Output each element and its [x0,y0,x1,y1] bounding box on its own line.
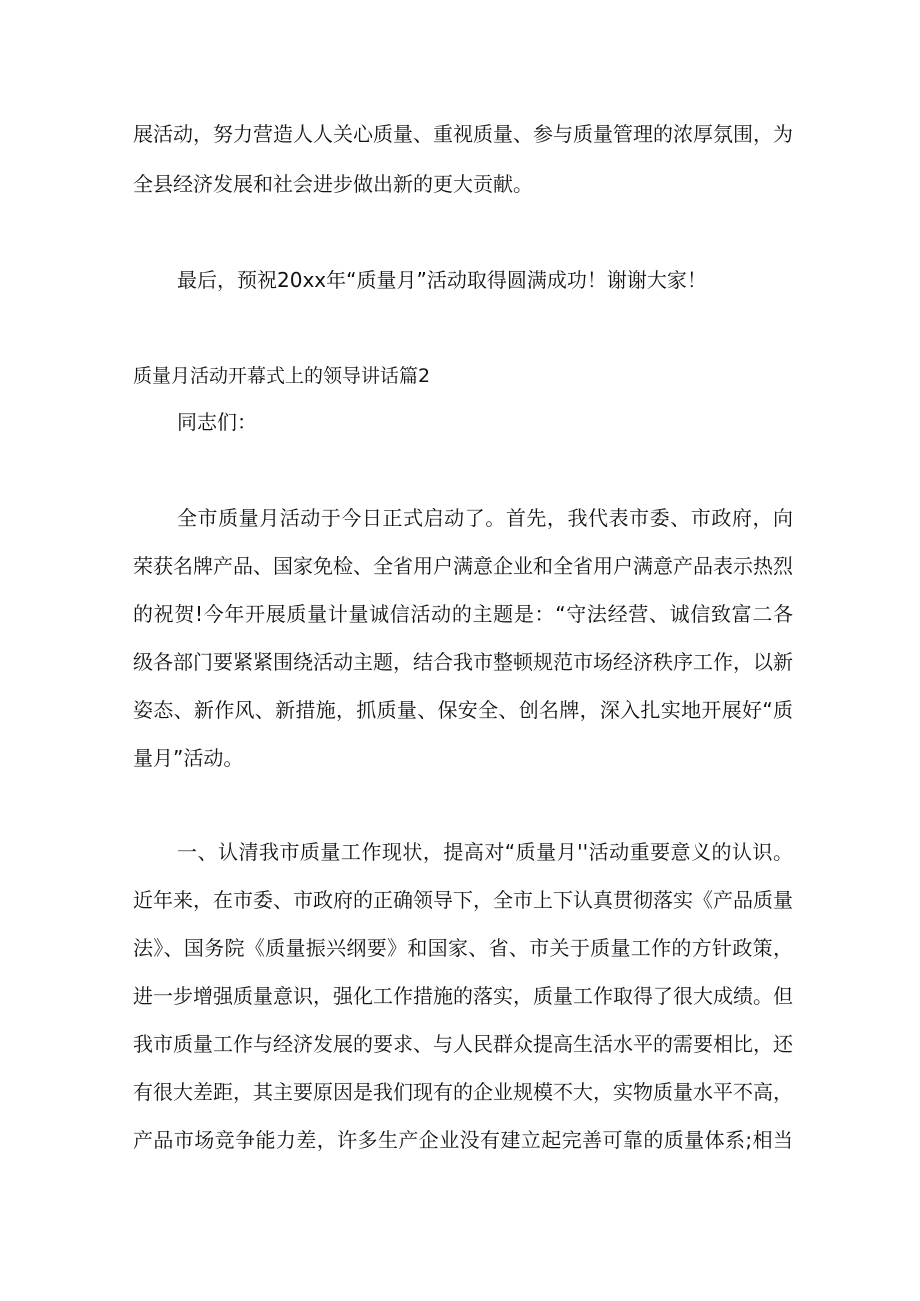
paragraph-1-line-2: 全县经济发展和社会进步做出新的更大贡献。 [133,172,533,196]
section-title: 质量月活动开幕式上的领导讲话篇2 [133,365,431,387]
paragraph-3-line-1: 全市质量月活动于今日正式启动了。首先，我代表市委、市政府，向 [177,506,793,530]
paragraph-3-line-6: 量月”活动。 [133,746,244,770]
paragraph-4-line-5: 我市质量工作与经济发展的要求、与人民群众提高生活水平的需要相比，还 [133,1032,793,1056]
paragraph-4-line-1: 一、认清我市质量工作现状，提高对“质量月''活动重要意义的认识。 [177,840,793,864]
paragraph-3-line-5: 姿态、新作风、新措施，抓质量、保安全、创名牌，深入扎实地开展好“质 [133,698,793,722]
paragraph-4-line-2: 近年来，在市委、市政府的正确领导下，全市上下认真贯彻落实《产品质量 [133,888,793,912]
paragraph-3-line-4: 级各部门要紧紧围绕活动主题，结合我市整顿规范市场经济秩序工作，以新 [133,650,793,674]
salutation: 同志们： [177,410,257,434]
paragraph-4-line-7: 产品市场竞争能力差，许多生产企业没有建立起完善可靠的质量体系;相当 [133,1128,793,1152]
closing-wishes: 最后，预祝20xx年“质量月”活动取得圆满成功！谢谢大家！ [177,268,707,292]
paragraph-4-line-6: 有很大差距，其主要原因是我们现有的企业规模不大，实物质量水平不高， [133,1080,793,1104]
paragraph-4-line-3: 法》、国务院《质量振兴纲要》和国家、省、市关于质量工作的方针政策， [133,936,793,960]
paragraph-4-line-4: 进一步增强质量意识，强化工作措施的落实，质量工作取得了很大成绩。但 [133,984,793,1008]
paragraph-3-line-3: 的祝贺!今年开展质量计量诚信活动的主题是：“守法经营、诚信致富二各 [133,602,793,626]
paragraph-3-line-2: 荣获名牌产品、国家免检、全省用户满意企业和全省用户满意产品表示热烈 [133,554,793,578]
paragraph-1-line-1: 展活动，努力营造人人关心质量、重视质量、参与质量管理的浓厚氛围，为 [133,122,793,146]
